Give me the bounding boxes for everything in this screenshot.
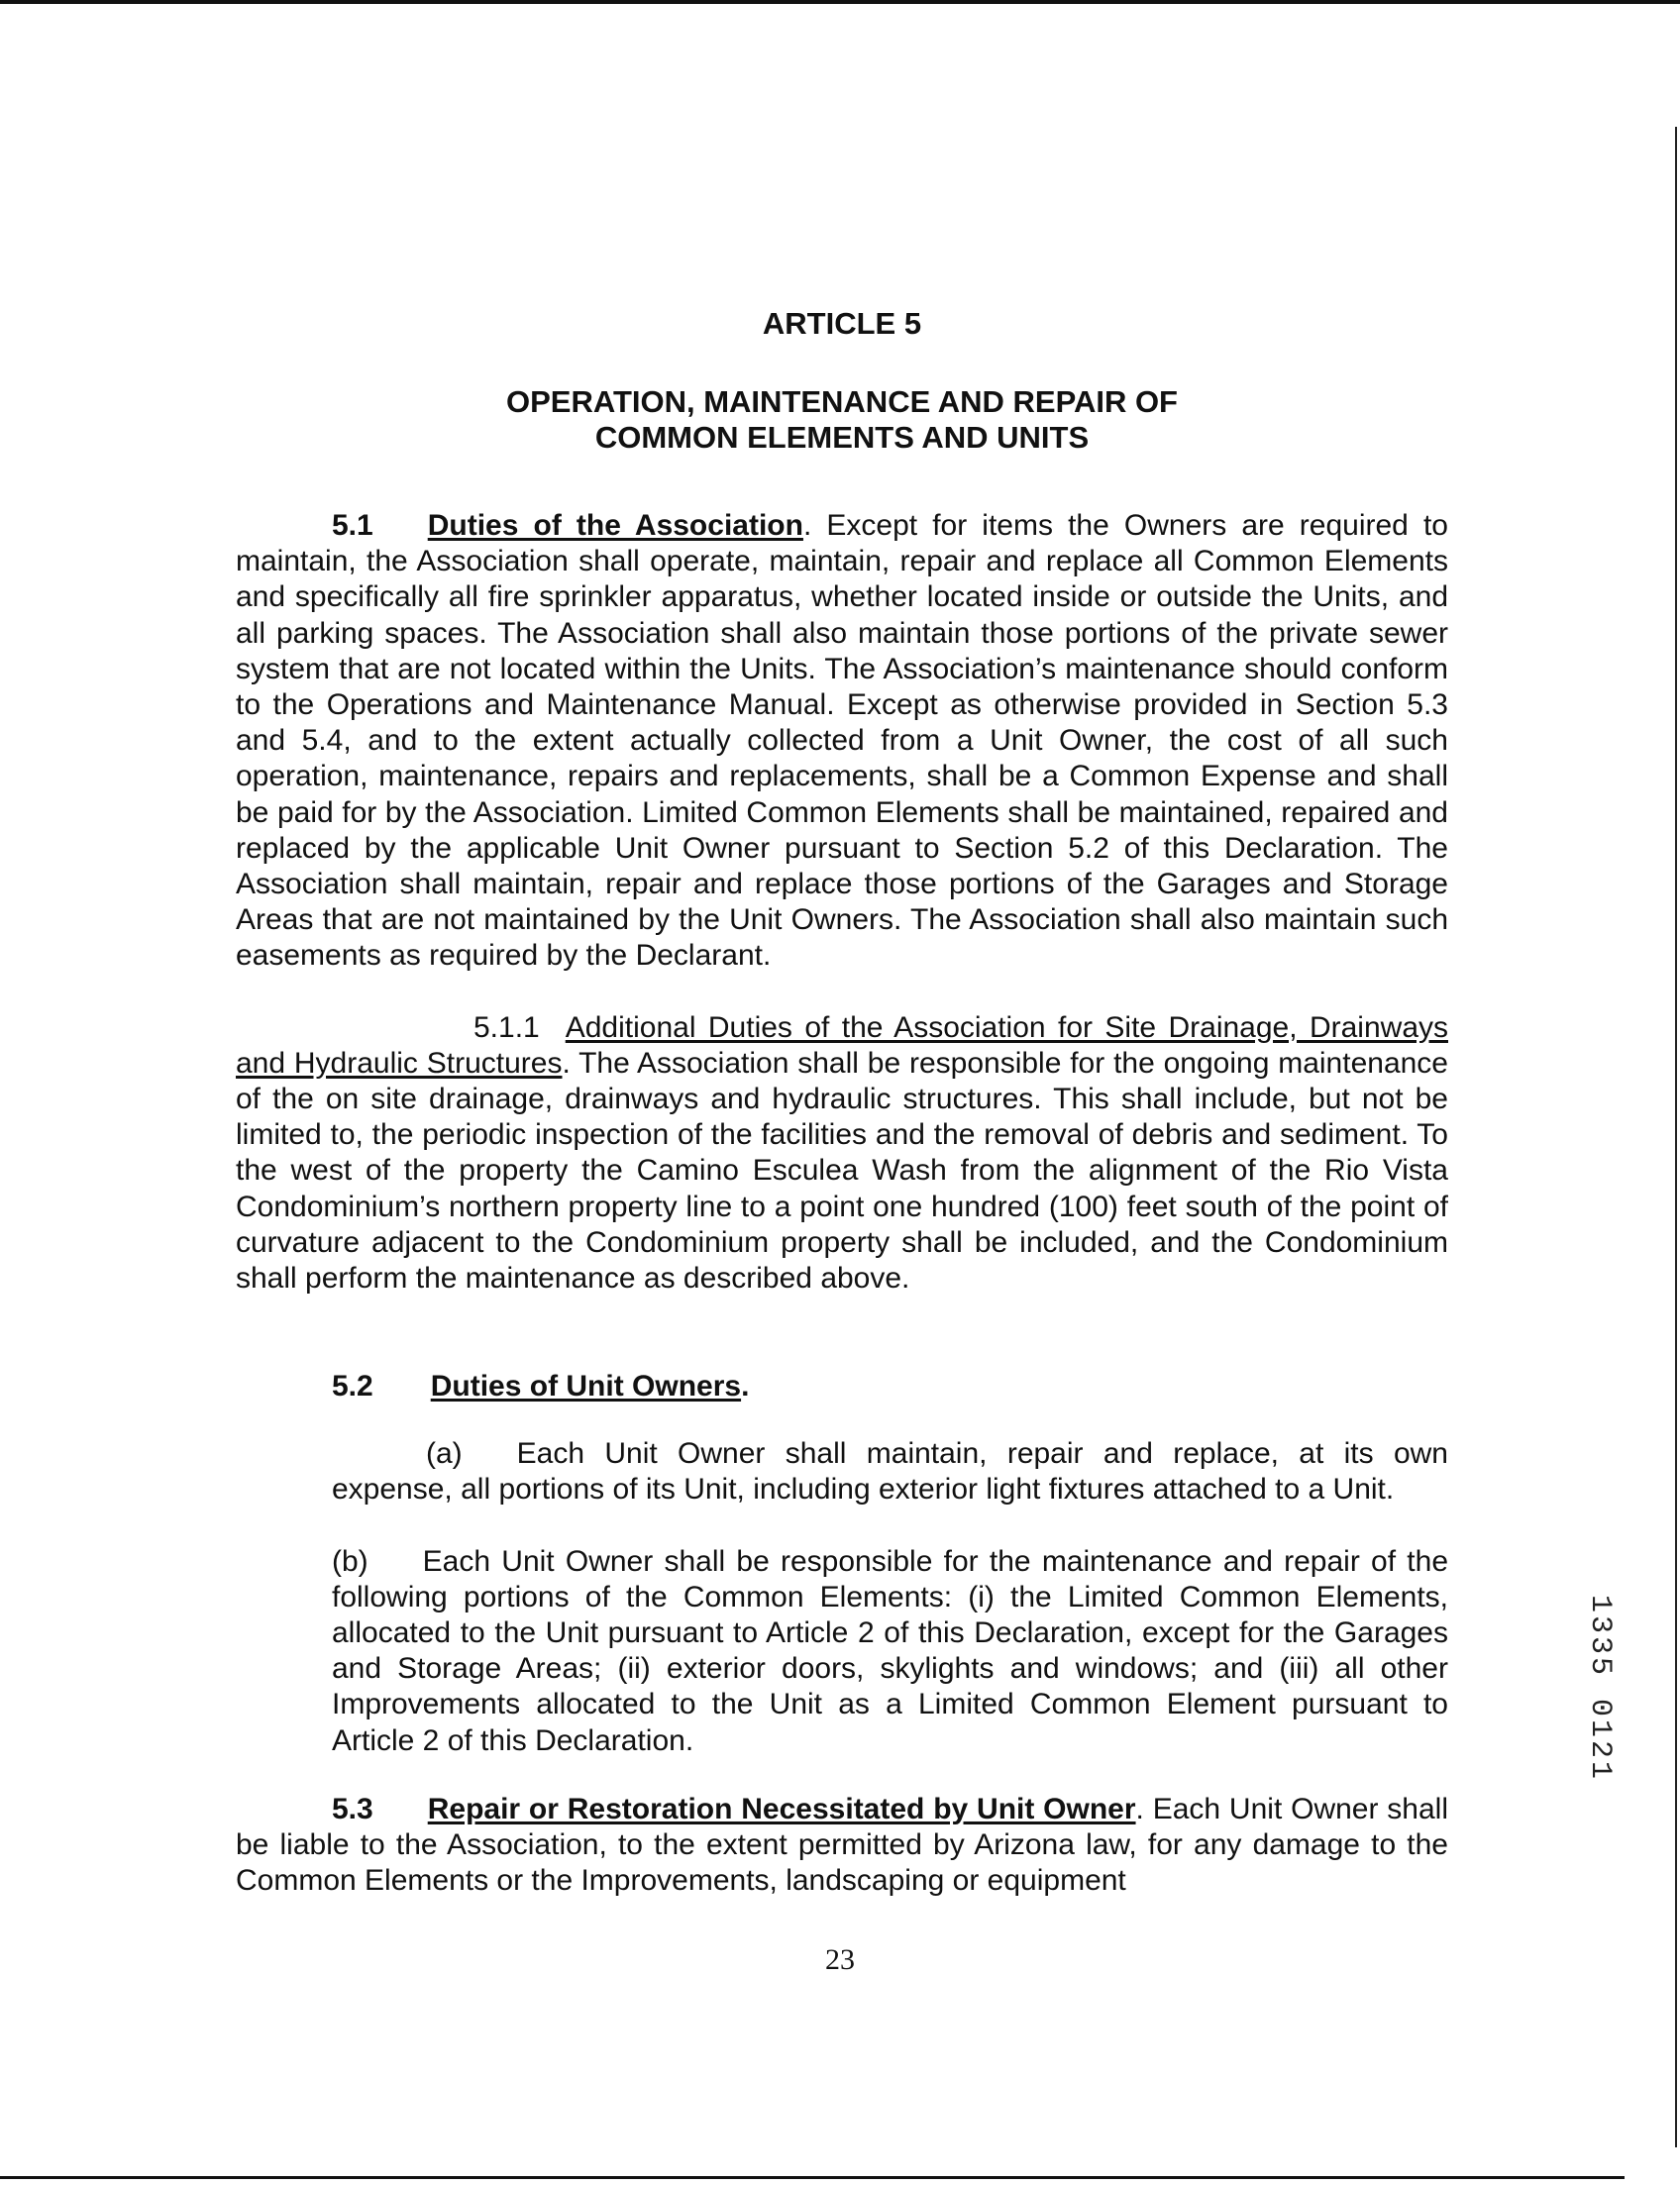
section-heading-end: . — [741, 1370, 750, 1404]
section-5-3 — [236, 1792, 1448, 1900]
article-title — [236, 384, 1448, 456]
article-title-line-1: OPERATION, MAINTENANCE AND REPAIR OF — [506, 384, 1178, 419]
section-heading: Duties of Unit Owners — [430, 1370, 742, 1404]
subsection-body: Each Unit Owner shall be responsible for the maintenance and repair of the following portions of the Common Elements: (i) the Limited Common Elements, allocated to the Unit pursuant to Article 2 of this Declaration, except for the Garages and Storage Areas; (ii) exterior doors, skylights and windows; and (iii) all other Improvements allocated to the Unit as a Limited Common Element pursuant to Article 2 of this Declaration. — [332, 1544, 1448, 1757]
section-body: . Each Unit Owner shall be liable to the Association, to the extent permitted by Arizona law, for any damage to the Common Elements or the Improvements, landscaping or equipment — [236, 1792, 1448, 1898]
recording-stamp: 1335 0121 — [1583, 1595, 1617, 1783]
article-title-line-2: COMMON ELEMENTS AND UNITS — [594, 420, 1090, 455]
section-number: 5.3 — [332, 1792, 373, 1825]
subsection-b — [236, 1544, 1448, 1759]
section-number: 5.1 — [332, 509, 373, 542]
section-5-2 — [236, 1369, 1448, 1405]
subsection-body: Each Unit Owner shall maintain, repair and replace, at its own expense, all portions of its Unit, including exterior light fixtures attached to a Unit. — [332, 1437, 1448, 1507]
section-heading: Duties of the Association — [427, 509, 803, 542]
section-heading: Repair or Restoration Necessitated by Unit Owner — [427, 1792, 1136, 1825]
subsection-a — [236, 1436, 1448, 1508]
section-body: . Except for items the Owners are required to maintain, the Association shall operate, maintain, repair and replace all Common Elements and specifically all fire sprinkler apparatus, whether located inside or outside the Units, and all parking spaces. The Association shall also maintain those portions of the private sewer system that are not located within the Units. The Association’s maintenance should conform to the Operations and Maintenance Manual. Except as otherwise provided in Section 5.3 and 5.4, and to the extent actually collected from a Unit Owner, the cost of all such operation, maintenance, repairs and replacements, shall be a Common Expense and shall be paid for by the Association. Limited Common Elements shall be maintained, repaired and replaced by the applicable Unit Owner pursuant to Section 5.2 of this Declaration. The Association shall maintain, repair and replace those portions of the Garages and Storage Areas that are not maintained by the Unit Owners. The Association shall also maintain such easements as required by the Declarant. — [236, 509, 1448, 973]
right-scan-edge — [1675, 127, 1677, 2147]
section-number: 5.2 — [332, 1370, 373, 1404]
section-5-1 — [236, 508, 1448, 975]
top-scan-edge — [0, 0, 1680, 4]
section-body: . The Association shall be responsible for the ongoing maintenance of the on site drainage, drainways and hydraulic structures. This shall include, but not be limited to, the periodic inspection of the facilities and the removal of debris and sediment. To the west of the property the Camino Esculea Wash from the alignment of the Rio Vista Condominium’s northern property line to a point one hundred (100) feet south of the point of curvature adjacent to the Condominium property shall be included, and the Condominium shall perform the maintenance as described above. — [236, 1046, 1448, 1296]
section-heading: Additional Duties of the Association for Site Drainage, Drainways and Hydraulic Structures — [236, 1010, 1448, 1080]
page-number: 23 — [825, 1943, 855, 1976]
section-number: 5.1.1 — [473, 1010, 540, 1044]
subsection-label: (b) — [332, 1544, 368, 1578]
bottom-scan-edge — [0, 2176, 1625, 2179]
article-number: ARTICLE 5 — [762, 306, 922, 341]
document-page — [236, 297, 1448, 1900]
subsection-label: (a) — [426, 1437, 463, 1471]
section-5-1-1 — [236, 1010, 1448, 1298]
